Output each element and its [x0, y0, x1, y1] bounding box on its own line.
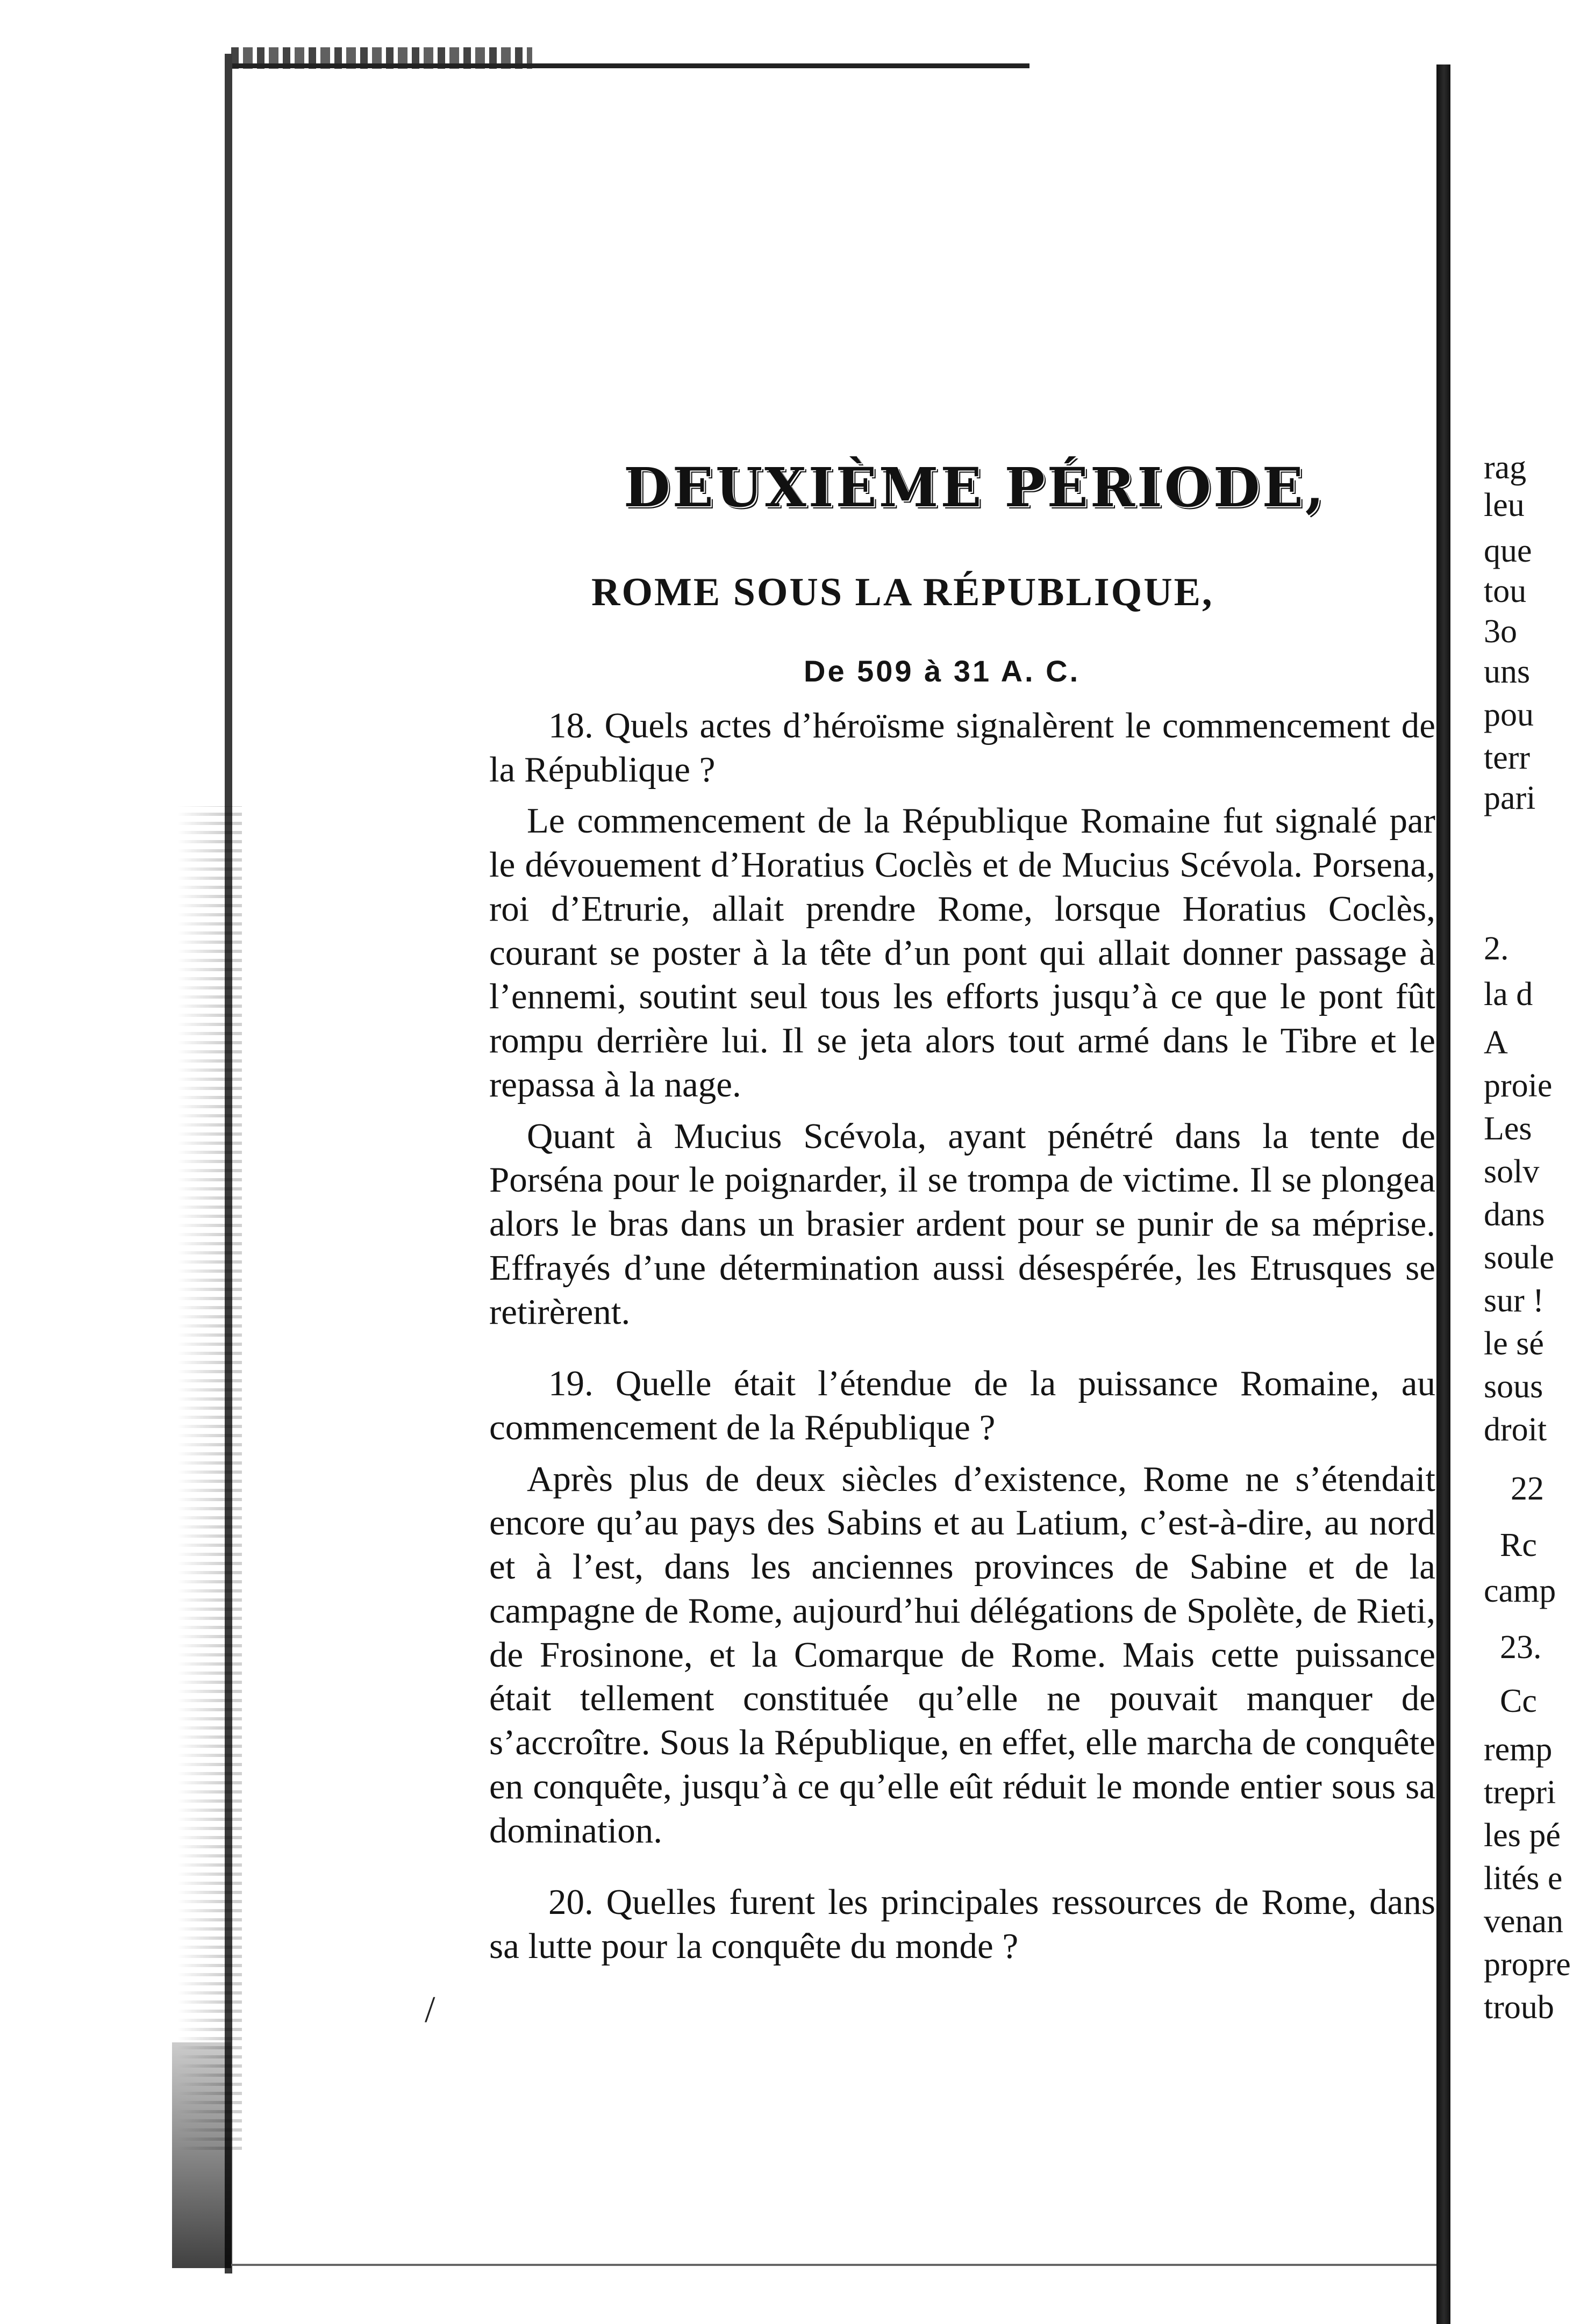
adjacent-fragment: soule	[1484, 1239, 1554, 1276]
adjacent-fragment: sous	[1484, 1368, 1543, 1405]
adjacent-fragment: proie	[1484, 1067, 1553, 1104]
adjacent-fragment: troub	[1484, 1989, 1554, 2026]
adjacent-fragment: 22	[1511, 1471, 1544, 1507]
question-18: 18. Quels actes d’héroïsme signalèrent le commencement de la République ?	[489, 706, 1435, 790]
answer-18-part-2: Quant à Mucius Scévola, ayant pénétré dans la tente de Porséna pour le poignarder, il se trompa de victime. Il se plongea alors le bras dans un brasier ardent pour se punir de sa méprise. Effrayés d’une détermination aussi désespérée, les Etrusques se retirèrent.	[489, 1116, 1435, 1332]
left-edge-shadow	[177, 806, 242, 2150]
adjacent-fragment: Les	[1484, 1110, 1532, 1147]
adjacent-fragment: remp	[1484, 1731, 1553, 1768]
adjacent-fragment: Cc	[1500, 1683, 1537, 1719]
adjacent-fragment: uns	[1484, 654, 1531, 690]
question-20: 20. Quelles furent les principales ressources de Rome, dans sa lutte pour la conquête du monde ?	[489, 1882, 1435, 1967]
adjacent-fragment: droit	[1484, 1411, 1547, 1448]
adjacent-fragment: solv	[1484, 1153, 1540, 1190]
adjacent-fragment: tou	[1484, 573, 1527, 609]
adjacent-fragment: A	[1484, 1024, 1508, 1061]
adjacent-fragment: sur !	[1484, 1282, 1544, 1319]
adjacent-fragment: terr	[1484, 740, 1531, 776]
adjacent-fragment: pari	[1484, 780, 1536, 816]
adjacent-fragment: le sé	[1484, 1325, 1544, 1362]
stray-pen-mark: /	[425, 1989, 435, 2031]
adjacent-fragment: 2.	[1484, 930, 1509, 967]
answer-18-part-1: Le commencement de la République Romaine fut signalé par le dévouement d’Horatius Coclès et de Mucius Scévola. Porsena, roi d’Etrurie, allait prendre Rome, lorsque Horatius Coclès, courant se poster à la tête d’un pont qui allait donner passage à l’ennemi, soutint seul tous les efforts jusqu’à ce que le pont fût rompu derrière lui. Il se jeta alors tout armé dans le Tibre et le repassa à la nage.	[489, 801, 1435, 1104]
adjacent-fragment: les pé	[1484, 1817, 1561, 1854]
section-subheading: ROME SOUS LA RÉPUBLIQUE,	[591, 570, 1214, 614]
adjacent-fragment: venan	[1484, 1903, 1564, 1940]
top-border-rule	[231, 63, 1029, 68]
adjacent-fragment: camp	[1484, 1573, 1556, 1609]
adjacent-fragment: dans	[1484, 1196, 1545, 1233]
adjacent-fragment: leu	[1484, 487, 1525, 523]
adjacent-fragment: pou	[1484, 697, 1534, 733]
left-edge-darkening	[172, 2042, 231, 2268]
adjacent-fragment: 3o	[1484, 613, 1517, 650]
question-19: 19. Quelle était l’étendue de la puissance Romaine, au commencement de la République ?	[489, 1364, 1435, 1448]
adjacent-fragment: propre	[1484, 1946, 1571, 1983]
bottom-border-rule	[231, 2264, 1438, 2266]
adjacent-fragment: lités e	[1484, 1860, 1563, 1897]
page-gutter	[1436, 64, 1450, 2324]
adjacent-fragment: trepri	[1484, 1774, 1556, 1811]
adjacent-fragment: la d	[1484, 976, 1533, 1013]
adjacent-fragment: 23.	[1500, 1629, 1542, 1666]
main-text-column	[489, 704, 1435, 1969]
adjacent-fragment: que	[1484, 533, 1532, 569]
date-range: De 509 à 31 A. C.	[804, 654, 1081, 688]
answer-19: Après plus de deux siècles d’existence, Rome ne s’étendait encore qu’au pays des Sabins et au Latium, c’est-à-dire, au nord et à l’est, dans les anciennes provinces de Sabine et de la campagne de Rome, aujourd’hui délégations de Spolète, de Rieti, de Frosinone, et la Comarque de Rome. Mais cette puissance était tellement constituée qu’elle ne pouvait manquer de s’accroître. Sous la République, en effet, elle marcha de conquête en conquête, jusqu’à ce qu’elle eût réduit le monde entier sous sa domination.	[489, 1459, 1435, 1850]
adjacent-fragment: rag	[1484, 449, 1527, 486]
adjacent-fragment: Rc	[1500, 1527, 1537, 1563]
period-heading: DEUXIÈME PÉRIODE,	[624, 456, 1326, 519]
